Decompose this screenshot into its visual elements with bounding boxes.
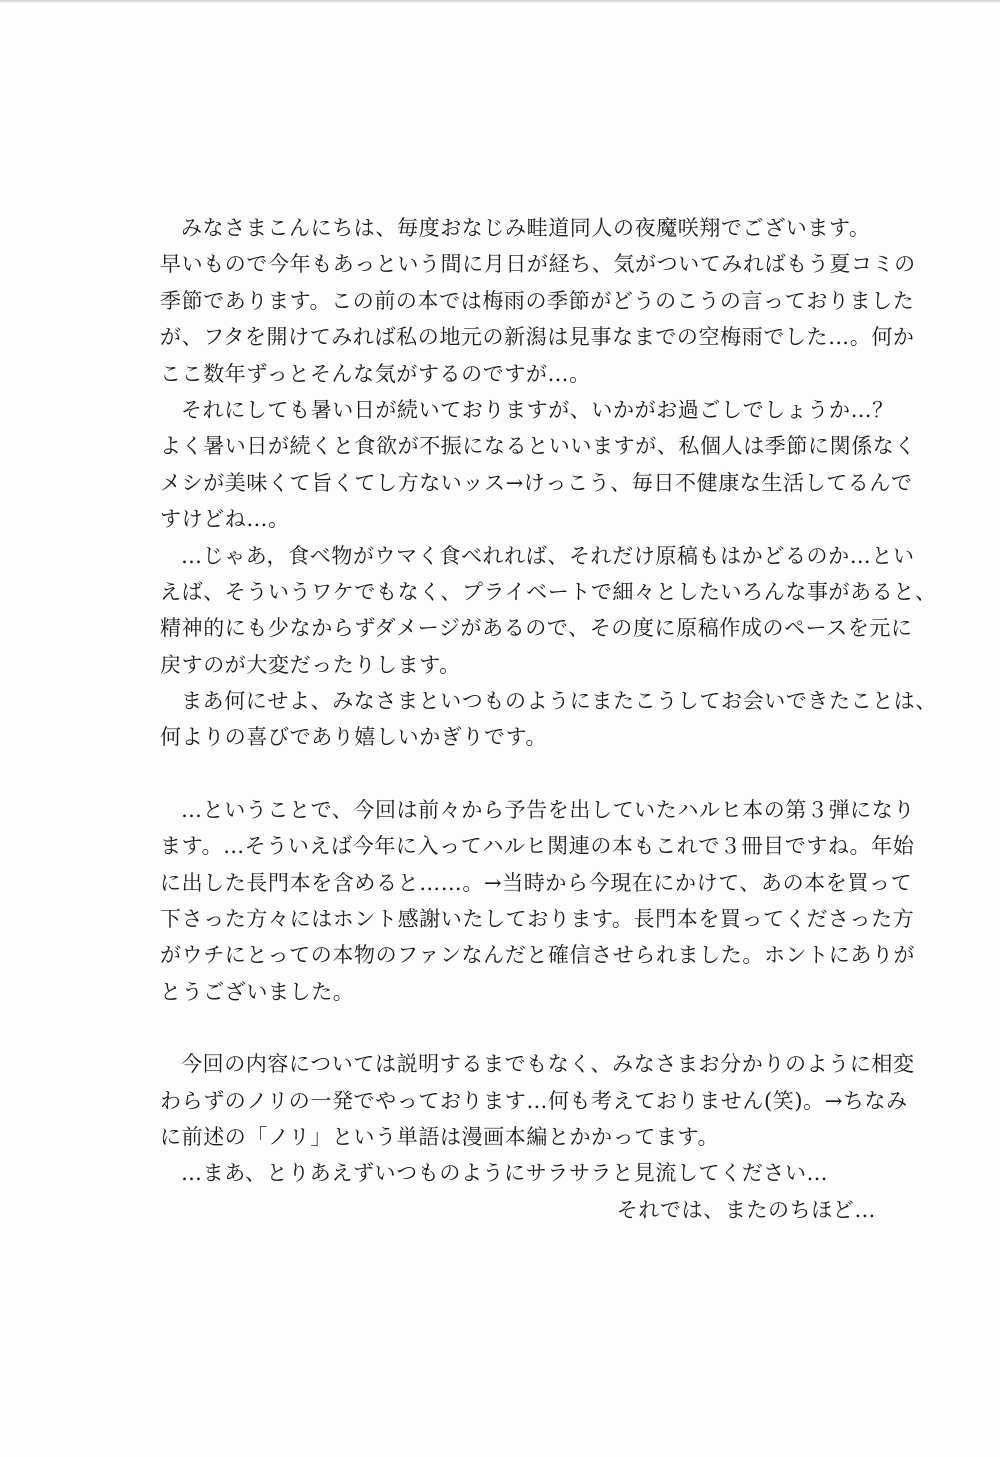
page-top-edge bbox=[0, 0, 1000, 3]
text-line: 何よりの喜びであり嬉しいかぎりです。 bbox=[160, 725, 548, 750]
text-line: ます。…そういえば今年に入ってハルヒ関連の本もこれで３冊目ですね。年始 bbox=[160, 834, 915, 859]
text-line: に前述の「ノリ」という単語は漫画本編とかかってます。 bbox=[160, 1124, 720, 1149]
text-line: とうございました。 bbox=[160, 979, 355, 1004]
text-line: えば、そういうワケでもなく、プライベートで細々としたいろんな事があると、 bbox=[160, 579, 937, 604]
text-line: ここ数年ずっとそんな気がするのですが…。 bbox=[160, 361, 591, 386]
text-line: 戻すのが大変だったりします。 bbox=[160, 652, 461, 677]
text-line: …じゃあ，食べ物がウマく食べれれば、それだけ原稿もはかどるのか…とい bbox=[181, 543, 915, 568]
text-line: 早いもので今年もあっという間に月日が経ち、気がついてみればもう夏コミの bbox=[160, 252, 916, 277]
paragraph-gap bbox=[160, 756, 920, 792]
text-line: に出した長門本を含めると……。→当時から今現在にかけて、あの本を買って bbox=[160, 870, 913, 895]
text-line: 今回の内容については説明するまでもなく、みなさまお分かりのように相変 bbox=[181, 1052, 915, 1077]
text-line: それにしても暑い日が続いておりますが、いかがお過ごしでしょうか…？ bbox=[181, 397, 894, 422]
text-line: わらずのノリの一発でやっております…何も考えておりません(笑)。→ちなみ bbox=[160, 1088, 908, 1113]
text-line: 下さった方々にはホント感謝いたしております。長門本を買ってくださった方 bbox=[160, 907, 915, 932]
text-line: が、フタを開けてみれば私の地元の新潟は見事なまでの空梅雨でした…。何か bbox=[160, 325, 915, 350]
text-line: よく暑い日が続くと食欲が不振になるといいますが、私個人は季節に関係なく bbox=[160, 434, 916, 459]
text-line: …まあ、とりあえずいつものようにサラサラと見流してください… bbox=[181, 1161, 829, 1186]
text-line: …ということで、今回は前々から予告を出していたハルヒ本の第３弾になり bbox=[181, 797, 915, 822]
signoff-line: それでは、またのちほど… bbox=[616, 1197, 876, 1222]
text-line: メシが美味くて旨くてし方ないッス→けっこう、毎日不健康な生活してるんで bbox=[160, 470, 913, 495]
text-line: みなさまこんにちは、毎度おなじみ畦道同人の夜魔咲翔でございます。 bbox=[181, 216, 871, 240]
text-line: まあ何にせよ、みなさまといつものようにまたこうしてお会いできたことは、 bbox=[181, 689, 937, 714]
text-line: がウチにとっての本物のファンなんだと確信させられました。ホントにありが bbox=[160, 943, 916, 968]
afterword-text bbox=[160, 210, 937, 1228]
text-line: すけどね…。 bbox=[160, 507, 290, 532]
text-line: 季節であります。この前の本では梅雨の季節がどうのこうの言っておりました bbox=[160, 288, 915, 313]
text-line: 精神的にも少なからずダメージがあるので、その度に原稿作成のペースを元に bbox=[160, 616, 913, 641]
paragraph-gap bbox=[160, 1010, 920, 1046]
